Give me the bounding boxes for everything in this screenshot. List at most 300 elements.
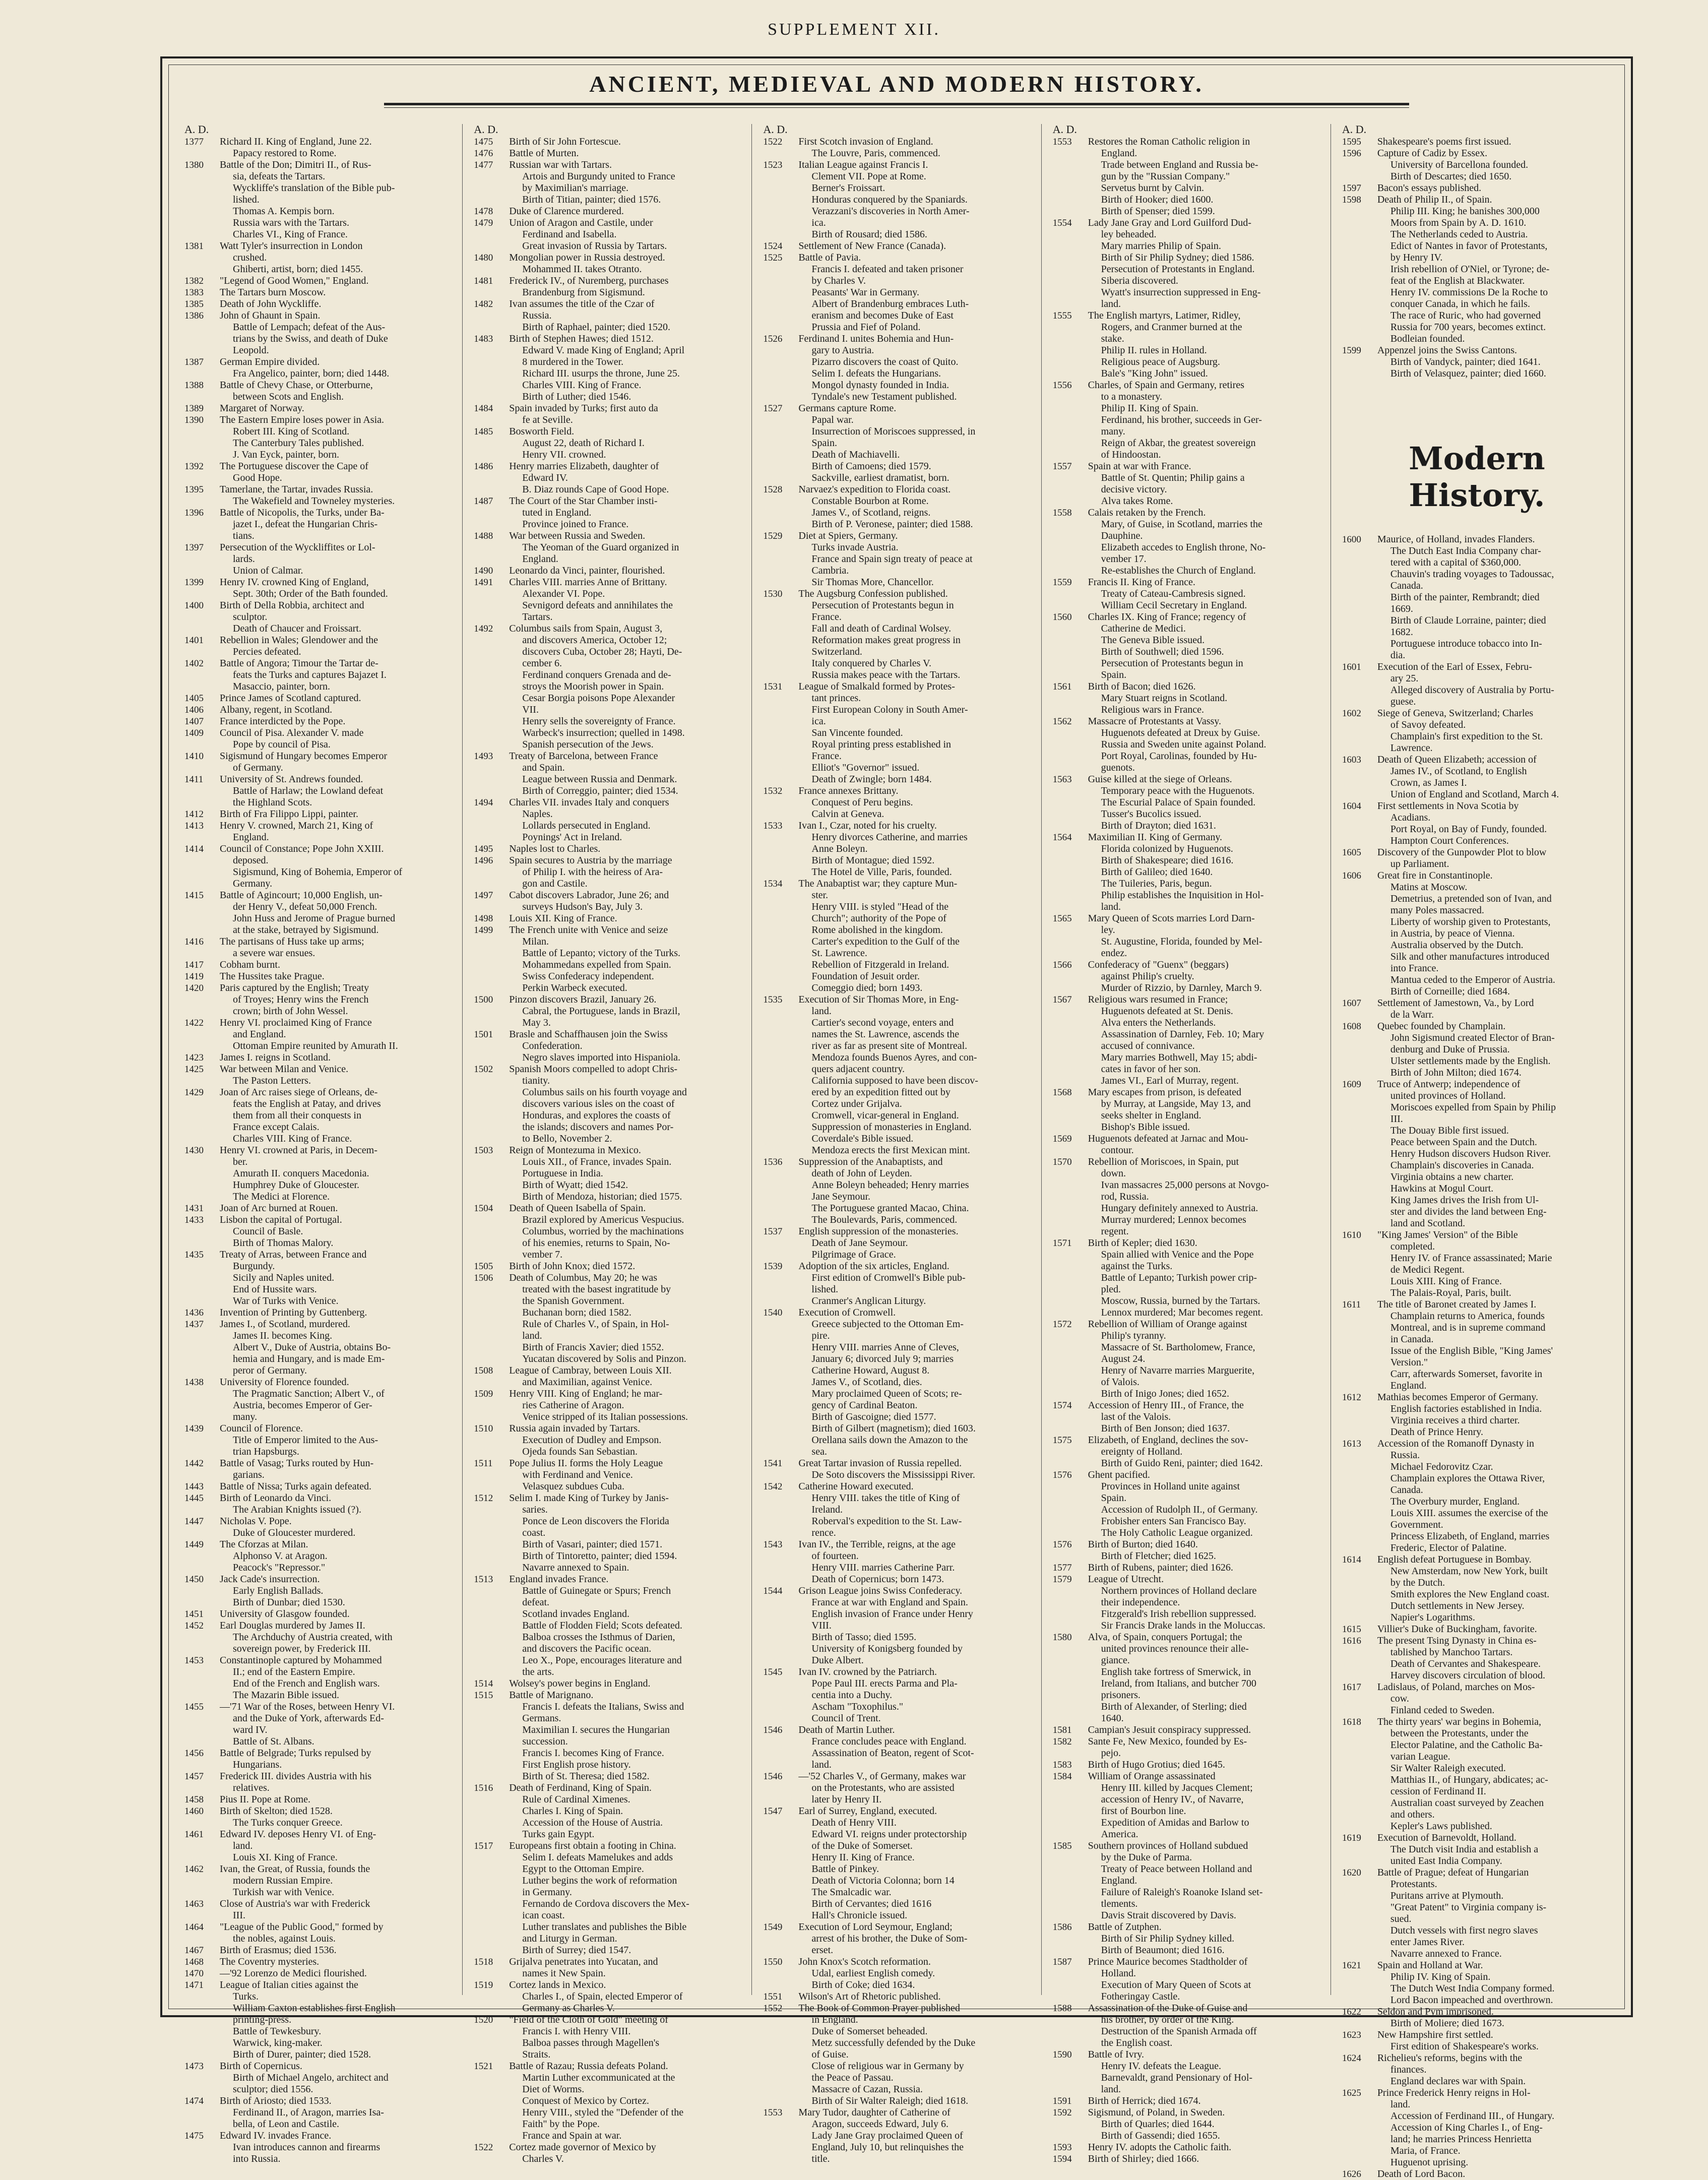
- entry-line: Portuguese in India.: [522, 1168, 603, 1179]
- entry-line: Birth of Beaumont; died 1616.: [1101, 1945, 1225, 1956]
- entry-line: Henry IV. commissions De la Roche to: [1390, 287, 1548, 298]
- entry-text: [509, 1272, 745, 1365]
- entry-line: Death of Cervantes and Shakespeare.: [1390, 1658, 1541, 1669]
- entry-line: Smith explores the New England coast.: [1390, 1589, 1550, 1600]
- modern-history-heading: Modern History.: [1409, 440, 1545, 514]
- timeline-entry: [472, 913, 745, 924]
- entry-line: England.: [1101, 148, 1137, 159]
- entry-line: Honduras, and explores the coasts of: [522, 1110, 671, 1121]
- entry-line: Irish rebellion of O'Niel, or Tyrone; de-: [1390, 264, 1550, 275]
- entry-line: Puritans arrive at Plymouth.: [1390, 1890, 1504, 1901]
- timeline-entry: [761, 1771, 1035, 1805]
- entry-line: Birth of Wyatt; died 1542.: [522, 1179, 628, 1191]
- entry-text: [509, 159, 745, 206]
- entry-line: William Cecil Secretary in England.: [1101, 600, 1247, 611]
- entry-text: [509, 1365, 745, 1388]
- entry-line: Hawkins at Mogul Court.: [1390, 1183, 1494, 1194]
- entry-line: Protestants.: [1390, 1879, 1437, 1890]
- entry-text: [1088, 1759, 1324, 1771]
- entry-line: Battle of Belgrade; Turks repulsed by: [220, 1748, 371, 1759]
- entry-line: Pope by council of Pisa.: [233, 739, 331, 750]
- entry-line: France except Calais.: [233, 1122, 320, 1133]
- entry-year: 1415: [184, 890, 204, 901]
- entry-line: land.: [1101, 298, 1121, 309]
- entry-line: cember 6.: [522, 658, 562, 669]
- entry-text: [509, 206, 745, 217]
- entry-line: Michael Fedorovitz Czar.: [1390, 1461, 1493, 1472]
- entry-line: Philip II. rules in Holland.: [1101, 345, 1207, 356]
- entry-text: [220, 1771, 456, 1794]
- entry-line: discovers Cuba, October 28; Hayti, De-: [522, 646, 682, 657]
- entry-year: 1430: [184, 1145, 204, 1156]
- entry-year: 1593: [1052, 2142, 1072, 2153]
- entry-year: 1552: [763, 2003, 783, 2014]
- entry-line: Capture of Cadiz by Essex.: [1377, 148, 1488, 159]
- entry-year: 1563: [1052, 774, 1072, 785]
- entry-line: Spain allied with Venice and the Pope: [1101, 1249, 1254, 1260]
- entry-year: 1539: [763, 1261, 783, 1272]
- entry-line: Greece subjected to the Ottoman Em-: [811, 1319, 964, 1330]
- entry-line: Columbus sails on his fourth voyage and: [522, 1087, 687, 1098]
- entry-text: [220, 635, 456, 658]
- entry-line: University of Barcellona founded.: [1390, 159, 1529, 170]
- entry-line: Clement VII. Pope at Rome.: [811, 171, 926, 182]
- entry-text: [1088, 1156, 1324, 1237]
- entry-line: Birth of Quarles; died 1644.: [1101, 2119, 1215, 2130]
- entry-line: Paris captured by the English; Treaty: [220, 982, 369, 993]
- entry-text: [509, 217, 745, 252]
- entry-text: [509, 843, 745, 855]
- timeline-entry: [1051, 994, 1324, 1087]
- entry-text: [509, 1145, 745, 1203]
- timeline-entry: [182, 380, 456, 403]
- entry-line: Lady Jane Gray and Lord Guilford Dud-: [1088, 217, 1251, 228]
- entry-text: [1377, 1635, 1614, 1681]
- entry-year: 1557: [1052, 461, 1072, 472]
- timeline-entry: [1051, 2095, 1324, 2107]
- entry-line: The present Tsing Dynasty in China es-: [1377, 1635, 1537, 1646]
- entry-year: 1614: [1342, 1554, 1361, 1565]
- entry-year: 1520: [474, 2015, 493, 2025]
- entry-line: Provinces in Holland unite against: [1101, 1481, 1240, 1492]
- entry-year: 1425: [184, 1064, 204, 1075]
- entry-year: 1604: [1342, 801, 1361, 812]
- timeline-entry: [1051, 1469, 1324, 1539]
- entry-line: Fra Angelico, painter, born; died 1448.: [233, 368, 390, 379]
- entry-line: Richard II. King of England, June 22.: [220, 136, 372, 147]
- entry-list-modern: [1340, 534, 1614, 2180]
- entry-year: 1618: [1342, 1717, 1361, 1727]
- entry-text: [220, 1087, 456, 1145]
- entry-line: Russia.: [1390, 1450, 1420, 1461]
- entry-line: The Dutch East India Company char-: [1390, 545, 1541, 556]
- entry-line: Birth of Guido Reni, painter; died 1642.: [1101, 1458, 1263, 1469]
- timeline-entry: [1051, 959, 1324, 994]
- entry-line: VII.: [522, 704, 539, 715]
- entry-line: Constable Bourbon at Rome.: [811, 495, 929, 507]
- entry-line: Henry VIII. takes the title of King of: [811, 1492, 960, 1504]
- entry-line: into Russia.: [233, 2153, 281, 2164]
- entry-year: 1534: [763, 879, 783, 889]
- entry-line: Naples.: [522, 808, 553, 820]
- entry-line: Henry VI. proclaimed King of France: [220, 1017, 372, 1028]
- entry-year: 1506: [474, 1273, 493, 1283]
- entry-line: Birth of John Milton; died 1674.: [1390, 1067, 1522, 1078]
- timeline-entry: [761, 878, 1035, 994]
- entry-year: 1407: [184, 716, 204, 727]
- entry-line: The Wakefield and Towneley mysteries.: [233, 495, 395, 507]
- entry-year: 1478: [474, 206, 493, 217]
- timeline-entry: [472, 298, 745, 333]
- entry-year: 1402: [184, 658, 204, 669]
- entry-year: 1409: [184, 728, 204, 738]
- timeline-column-5: [1331, 123, 1620, 2179]
- entry-line: by the Dutch.: [1390, 1577, 1445, 1588]
- entry-line: Francis I. defeated and taken prisoner: [811, 264, 964, 275]
- entry-line: Champlain explores the Ottawa River,: [1390, 1473, 1545, 1484]
- entry-line: Dutch settlements in New Jersey.: [1390, 1600, 1525, 1611]
- entry-line: Thomas A. Kempis born.: [233, 206, 335, 217]
- entry-line: Birth of John Knox; died 1572.: [509, 1261, 636, 1272]
- timeline-entry: [182, 982, 456, 1017]
- timeline-entry: [472, 577, 745, 623]
- entry-line: feat of the English at Blackwater.: [1390, 275, 1525, 286]
- entry-line: Battle of Vasag; Turks routed by Hun-: [220, 1458, 374, 1469]
- entry-line: ster and divides the land between Eng-: [1390, 1206, 1547, 1217]
- entry-line: Charles, of Spain and Germany, retires: [1088, 380, 1244, 391]
- entry-line: of Philip I. with the heiress of Ara-: [522, 866, 663, 878]
- entry-year: 1405: [184, 693, 204, 704]
- timeline-entry: [1051, 1724, 1324, 1736]
- entry-year: 1499: [474, 925, 493, 936]
- entry-year: 1625: [1342, 2088, 1361, 2098]
- entry-line: Italian League against Francis I.: [798, 159, 928, 170]
- timeline-entry: [1340, 1681, 1614, 1716]
- entry-year: 1445: [184, 1493, 204, 1504]
- timeline-entry: [472, 252, 745, 275]
- timeline-entry: [182, 774, 456, 808]
- entry-line: Birth of Gassendi; died 1655.: [1101, 2130, 1220, 2141]
- entry-line: in Austria, by peace of Vienna.: [1390, 928, 1515, 939]
- entry-year: 1513: [474, 1574, 493, 1585]
- entry-year: 1392: [184, 461, 204, 472]
- entry-line: Birth of Inigo Jones; died 1652.: [1101, 1388, 1230, 1399]
- entry-line: Southern provinces of Holland subdued: [1088, 1840, 1248, 1851]
- entry-year: 1526: [763, 334, 783, 344]
- timeline-entry: [182, 1377, 456, 1423]
- entry-line: Suppression of the Anabaptists, and: [798, 1156, 943, 1167]
- entry-line: Crown, as James I.: [1390, 777, 1467, 788]
- entry-text: [220, 1863, 456, 1898]
- timeline-entry: [182, 1968, 456, 1979]
- timeline-entry: [472, 1782, 745, 1840]
- entry-text: [798, 1724, 1035, 1771]
- entry-line: Cobham burnt.: [220, 959, 280, 970]
- entry-line: Birth of Leonardo da Vinci.: [220, 1492, 332, 1504]
- entry-line: Birth of Durer, painter; died 1528.: [233, 2049, 371, 2060]
- entry-line: Birth of Skelton; died 1528.: [220, 1805, 333, 1817]
- entry-line: Assassination of Beaton, regent of Scot-: [811, 1748, 974, 1759]
- timeline-entry: [761, 159, 1035, 240]
- entry-line: a severe war ensues.: [233, 948, 315, 959]
- timeline-entry: [182, 461, 456, 484]
- timeline-entry: [1051, 774, 1324, 832]
- entry-line: Huguenots defeated at St. Denis.: [1101, 1006, 1233, 1017]
- timeline-entry: [182, 716, 456, 727]
- entry-line: Warbeck's insurrection; quelled in 1498.: [522, 727, 685, 738]
- entry-line: The partisans of Huss take up arms;: [220, 936, 364, 947]
- entry-line: Richard III. usurps the throne, June 25.: [522, 368, 680, 379]
- timeline-entry: [761, 240, 1035, 252]
- entry-line: Birth of Sir John Fortescue.: [509, 136, 621, 147]
- entry-text: [1377, 2087, 1614, 2168]
- entry-line: contour.: [1101, 1145, 1134, 1156]
- entry-line: Carr, afterwards Somerset, favorite in: [1390, 1368, 1543, 1380]
- entry-year: 1487: [474, 496, 493, 507]
- entry-line: modern Russian Empire.: [233, 1875, 333, 1886]
- timeline-columns: [173, 123, 1620, 2179]
- entry-line: Version.": [1390, 1357, 1428, 1368]
- entry-text: [220, 1214, 456, 1249]
- entry-line: Birth of P. Veronese, painter; died 1588.: [811, 519, 973, 530]
- entry-line: Henry II. King of France.: [811, 1852, 915, 1863]
- entry-text: [1088, 1400, 1324, 1435]
- timeline-entry: [1340, 800, 1614, 847]
- entry-line: The Palais-Royal, Paris, built.: [1390, 1287, 1511, 1298]
- entry-line: Union of England and Scotland, March 4.: [1390, 789, 1559, 800]
- entry-text: [509, 1690, 745, 1782]
- entry-text: [509, 1574, 745, 1678]
- entry-line: Leo X., Pope, encourages literature and: [522, 1655, 682, 1666]
- entry-list: [182, 136, 456, 2165]
- entry-year: 1495: [474, 844, 493, 854]
- entry-line: Sir Walter Raleigh executed.: [1390, 1763, 1506, 1774]
- entry-year: 1620: [1342, 1867, 1361, 1878]
- entry-year: 1477: [474, 160, 493, 170]
- entry-year: 1569: [1052, 1134, 1072, 1144]
- entry-year: 1486: [474, 461, 493, 472]
- entry-line: Ivan assumes the title of the Czar of: [509, 298, 655, 309]
- timeline-entry: [761, 588, 1035, 681]
- entry-line: Aragon, succeeds Edward, July 6.: [811, 2119, 948, 2130]
- entry-line: Ulster settlements made by the English.: [1390, 1055, 1551, 1067]
- timeline-entry: [761, 333, 1035, 403]
- entry-year: 1611: [1342, 1299, 1361, 1310]
- entry-line: Spain secures to Austria by the marriage: [509, 855, 672, 866]
- timeline-entry: [1340, 2052, 1614, 2087]
- entry-line: "Great Patent" to Virginia company is-: [1390, 1902, 1547, 1913]
- entry-line: The Portuguese granted Macao, China.: [811, 1203, 969, 1214]
- entry-line: Harvey discovers circulation of blood.: [1390, 1670, 1545, 1681]
- entry-line: Sante Fe, New Mexico, founded by Es-: [1088, 1736, 1247, 1747]
- entry-year: 1452: [184, 1621, 204, 1631]
- entry-text: [1377, 2052, 1614, 2087]
- entry-line: the English coast.: [1101, 2037, 1173, 2048]
- entry-line: Lisbon the capital of Portugal.: [220, 1214, 342, 1225]
- entry-text: [509, 890, 745, 913]
- entry-year: 1596: [1342, 148, 1361, 159]
- entry-line: giance.: [1101, 1655, 1130, 1666]
- entry-line: sovereign power, by Frederick III.: [233, 1643, 371, 1654]
- entry-line: Henry III. killed by Jacques Clement;: [1101, 1782, 1253, 1793]
- entry-line: James V., of Scotland, reigns.: [811, 507, 931, 518]
- entry-line: Udal, earliest English comedy.: [811, 1968, 935, 1979]
- entry-text: [1377, 661, 1614, 708]
- timeline-entry: [1051, 611, 1324, 681]
- entry-text: [1377, 1867, 1614, 1960]
- entry-year: 1480: [474, 253, 493, 263]
- timeline-entry: [1051, 1319, 1324, 1400]
- entry-line: The Mazarin Bible issued.: [233, 1690, 340, 1701]
- entry-line: Charles I. King of Spain.: [522, 1805, 623, 1817]
- entry-line: The Netherlands ceded to Austria.: [1390, 229, 1528, 240]
- entry-line: by Murray, at Langside, May 13, and: [1101, 1098, 1251, 1109]
- timeline-entry: [1340, 136, 1614, 148]
- entry-line: Albert of Brandenburg embraces Luth-: [811, 298, 969, 309]
- entry-text: [1088, 774, 1324, 832]
- entry-line: Velasquez subdues Cuba.: [522, 1481, 624, 1492]
- entry-line: Huguenot uprising.: [1390, 2157, 1469, 2168]
- entry-line: War between Milan and Venice.: [220, 1064, 349, 1075]
- entry-line: Richelieu's reforms, begins with the: [1377, 2052, 1523, 2064]
- entry-line: Selim I. made King of Turkey by Janis-: [509, 1492, 669, 1504]
- entry-text: [509, 1678, 745, 1690]
- entry-line: succession.: [522, 1736, 568, 1747]
- entry-line: Birth of Luther; died 1546.: [522, 391, 631, 402]
- timeline-entry: [182, 1458, 456, 1481]
- entry-text: [1377, 1624, 1614, 1635]
- entry-text: [509, 2142, 745, 2165]
- timeline-entry: [761, 252, 1035, 333]
- timeline-entry: [761, 1585, 1035, 1666]
- entry-line: Mongolian power in Russia destroyed.: [509, 252, 665, 263]
- entry-year: 1500: [474, 994, 493, 1005]
- entry-year: 1395: [184, 484, 204, 495]
- entry-line: Chauvin's trading voyages to Tadoussac,: [1390, 569, 1554, 580]
- timeline-entry: [472, 1261, 745, 1272]
- entry-year: 1567: [1052, 994, 1072, 1005]
- entry-line: Selim I. defeats Mamelukes and adds: [522, 1852, 673, 1863]
- entry-line: Cabral, the Portuguese, lands in Brazil,: [522, 1006, 680, 1017]
- entry-text: [220, 1319, 456, 1377]
- entry-line: vember 17.: [1101, 553, 1147, 565]
- entry-line: Death of Jane Seymour.: [811, 1237, 908, 1249]
- entry-line: Pilgrimage of Grace.: [811, 1249, 896, 1260]
- entry-line: Massacre of Protestants at Vassy.: [1088, 716, 1222, 727]
- entry-line: Spain invaded by Turks; first auto da: [509, 403, 658, 414]
- entry-year: 1560: [1052, 612, 1072, 622]
- entry-year: 1503: [474, 1145, 493, 1156]
- entry-line: America.: [1101, 1829, 1138, 1840]
- entry-text: [1377, 1438, 1614, 1554]
- entry-line: completed.: [1390, 1241, 1435, 1252]
- timeline-entry: [1340, 182, 1614, 194]
- entry-text: [1088, 310, 1324, 380]
- entry-line: der Henry V., defeat 50,000 French.: [233, 901, 377, 912]
- entry-line: Frederic, Elector of Palatine.: [1390, 1542, 1507, 1553]
- timeline-entry: [1340, 194, 1614, 345]
- entry-line: Birth of Della Robbia, architect and: [220, 600, 364, 611]
- entry-line: Birth of the painter, Rembrandt; died: [1390, 592, 1540, 603]
- entry-line: Matins at Moscow.: [1390, 882, 1468, 893]
- entry-line: Charles VIII. marries Anne of Brittany.: [509, 577, 667, 588]
- entry-line: Percies defeated.: [233, 646, 301, 657]
- timeline-entry: [1340, 1079, 1614, 1229]
- timeline-entry: [472, 461, 745, 495]
- entry-text: [798, 530, 1035, 588]
- entry-line: Artois and Burgundy united to France: [522, 171, 675, 182]
- entry-line: Lollards persecuted in England.: [522, 820, 651, 831]
- entry-line: Watt Tyler's insurrection in London: [220, 240, 363, 252]
- entry-line: and England.: [233, 1029, 286, 1040]
- timeline-entry: [761, 2003, 1035, 2107]
- entry-text: [220, 484, 456, 507]
- entry-line: Ghent pacified.: [1088, 1469, 1150, 1480]
- timeline-entry: [761, 1307, 1035, 1458]
- entry-line: Perkin Warbeck executed.: [522, 982, 627, 993]
- entry-text: [220, 1307, 456, 1319]
- entry-line: Milan.: [522, 936, 549, 947]
- entry-line: Tyndale's new Testament published.: [811, 391, 957, 402]
- entry-line: Carter's expedition to the Gulf of the: [811, 936, 960, 947]
- entry-list: [1051, 136, 1324, 2165]
- entry-line: by the Duke of Parma.: [1101, 1852, 1192, 1863]
- entry-year: 1558: [1052, 508, 1072, 518]
- timeline-entry: [182, 1539, 456, 1574]
- timeline-entry: [472, 1388, 745, 1423]
- timeline-entry: [472, 1979, 745, 2014]
- entry-line: Mendoza erects the first Mexican mint.: [811, 1145, 970, 1156]
- entry-line: Duke of Gloucester murdered.: [233, 1527, 356, 1538]
- entry-line: of the Duke of Somerset.: [811, 1840, 913, 1851]
- entry-line: Edward IV. invades France.: [220, 2130, 332, 2141]
- timeline-entry: [1051, 1435, 1324, 1469]
- entry-year: 1386: [184, 310, 204, 321]
- entry-text: [220, 1064, 456, 1087]
- entry-line: Royal printing press established in: [811, 739, 952, 750]
- entry-line: Elizabeth accedes to English throne, No-: [1101, 542, 1266, 553]
- entry-line: Birth of Ben Jonson; died 1637.: [1101, 1423, 1230, 1434]
- entry-line: James VI., Earl of Murray, regent.: [1101, 1075, 1239, 1086]
- entry-line: Ladislaus, of Poland, marches on Mos-: [1377, 1681, 1535, 1693]
- entry-line: land.: [233, 1840, 253, 1851]
- entry-line: Restores the Roman Catholic religion in: [1088, 136, 1250, 147]
- entry-text: [220, 890, 456, 936]
- entry-line: Bale's "King John" issued.: [1101, 368, 1208, 379]
- entry-year: 1484: [474, 403, 493, 414]
- entry-line: Maximilian II. King of Germany.: [1088, 832, 1223, 843]
- entry-line: France concludes peace with England.: [811, 1736, 967, 1747]
- entry-year: 1479: [474, 218, 493, 228]
- entry-year: 1536: [763, 1157, 783, 1167]
- entry-line: relatives.: [233, 1782, 270, 1793]
- entry-line: Orellana sails down the Amazon to the: [811, 1435, 968, 1446]
- entry-text: [1088, 913, 1324, 959]
- entry-line: Charles VIII. King of France.: [233, 1133, 352, 1144]
- entry-line: Execution of Dudley and Empson.: [522, 1435, 662, 1446]
- entry-line: Battle of Zutphen.: [1088, 1921, 1162, 1933]
- entry-year: 1594: [1052, 2154, 1072, 2164]
- entry-text: [1088, 1956, 1324, 2003]
- timeline-entry: [182, 1203, 456, 1214]
- entry-line: Birth of Gascoigne; died 1577.: [811, 1411, 936, 1422]
- entry-text: [220, 820, 456, 843]
- entry-line: League of Italian cities against the: [220, 1979, 358, 1990]
- timeline-entry: [1051, 577, 1324, 611]
- entry-line: James IV., of Scotland, to English: [1390, 766, 1527, 777]
- entry-year: 1624: [1342, 2053, 1361, 2064]
- entry-year: 1481: [474, 276, 493, 286]
